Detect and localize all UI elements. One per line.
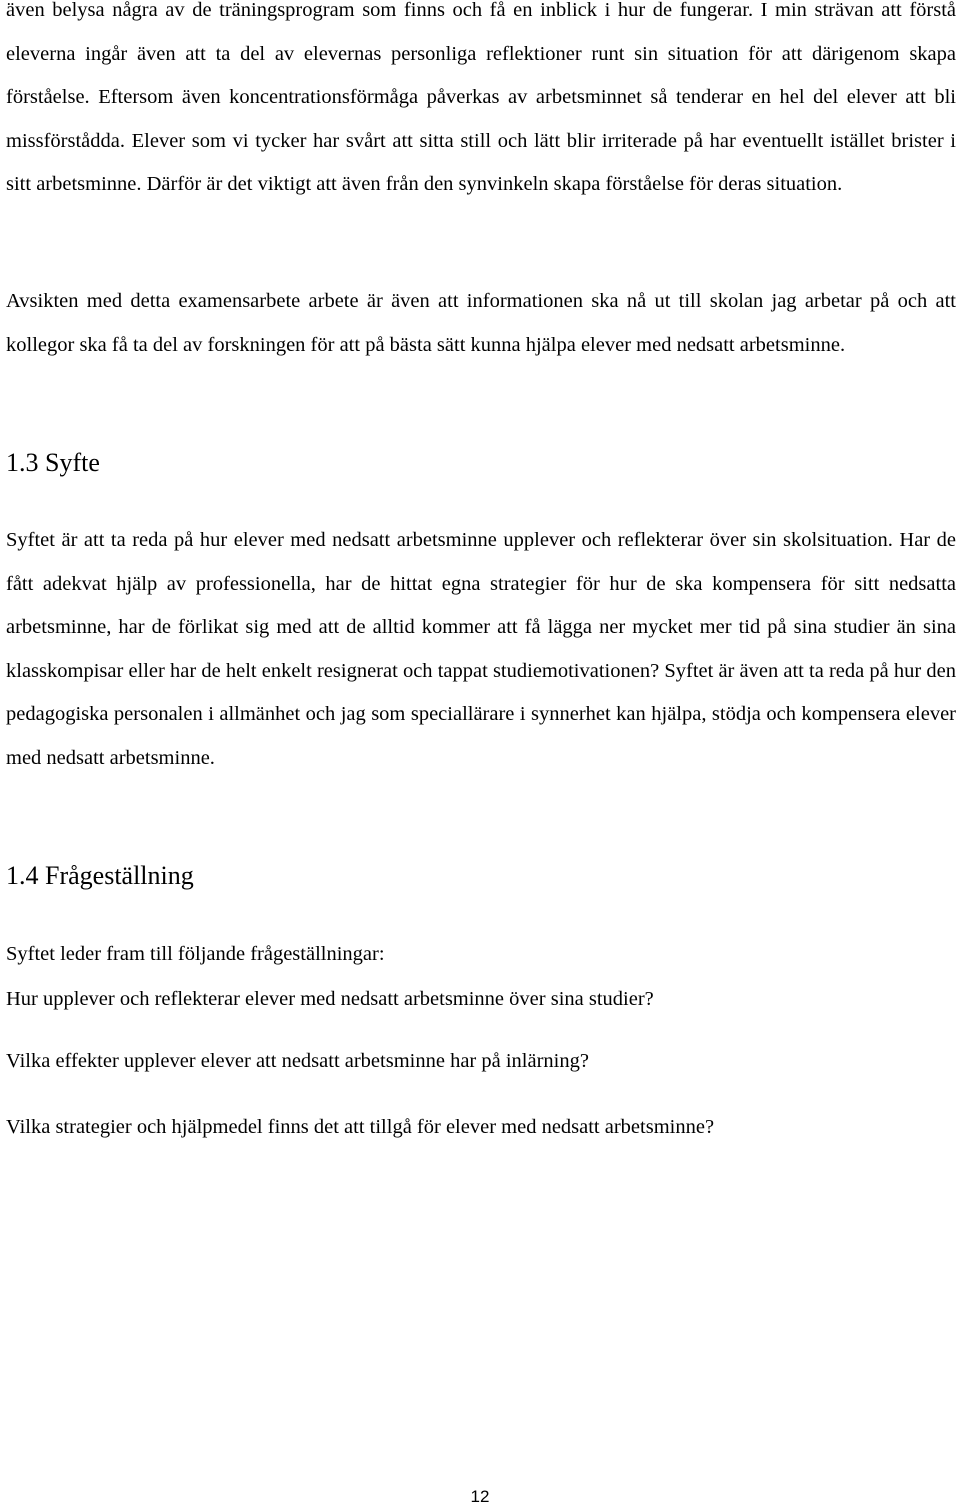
page-number: 12: [470, 1487, 490, 1506]
paragraph-intro-continued: även belysa några av de träningsprogram som finns och få en inblick i hur de fungerar. I min strävan att förstå eleverna ingår även att ta del av elevernas personliga reflektioner runt sin situation för att därigenom skapa förståelse. Eftersom även koncentrationsförmåga påverkas av arbetsminnet så tenderar en hel del elever att bli missförstådda. Elever som vi tycker har svårt att sitta still och lätt blir irriterade på har eventuellt istället brister i sitt arbetsminne. Därför är det viktigt att även från den synvinkeln skapa förståelse för deras situation.: [6, 0, 956, 195]
paragraph-fragestallning-intro: Syftet leder fram till följande frågeställningar:: [6, 943, 385, 965]
research-question-3: Vilka strategier och hjälpmedel finns det att tillgå för elever med nedsatt arbetsminne?: [6, 1116, 715, 1138]
research-question-2: Vilka effekter upplever elever att nedsatt arbetsminne har på inlärning?: [6, 1050, 589, 1072]
paragraph-syfte-body: Syftet är att ta reda på hur elever med nedsatt arbetsminne upplever och reflekterar över sin skolsituation. Har de fått adekvat hjälp av professionella, har de hittat egna strategier för hur de ska kompensera för sitt nedsatta arbetsminne, har de förlikat sig med att de alltid kommer att få lägga ner mycket mer tid på sina studier än sina klasskompisar eller har de helt enkelt resignerat och tappat studiemotivationen? Syftet är även att ta reda på hur den pedagogiska personalen i allmänhet och jag som speciallärare i synnerhet kan hjälpa, stödja och kompensera elever med nedsatt arbetsminne.: [6, 529, 956, 769]
section-heading-fragestallning: 1.4 Frågeställning: [6, 861, 194, 890]
section-heading-syfte: 1.3 Syfte: [6, 448, 100, 477]
research-question-1: Hur upplever och reflekterar elever med nedsatt arbetsminne över sina studier?: [6, 988, 654, 1010]
paragraph-purpose-statement: Avsikten med detta examensarbete arbete är även att informationen ska nå ut till skolan jag arbetar på och att kollegor ska få ta del av forskningen för att på bästa sätt kunna hjälpa elever med nedsatt arbetsminne.: [6, 290, 956, 356]
